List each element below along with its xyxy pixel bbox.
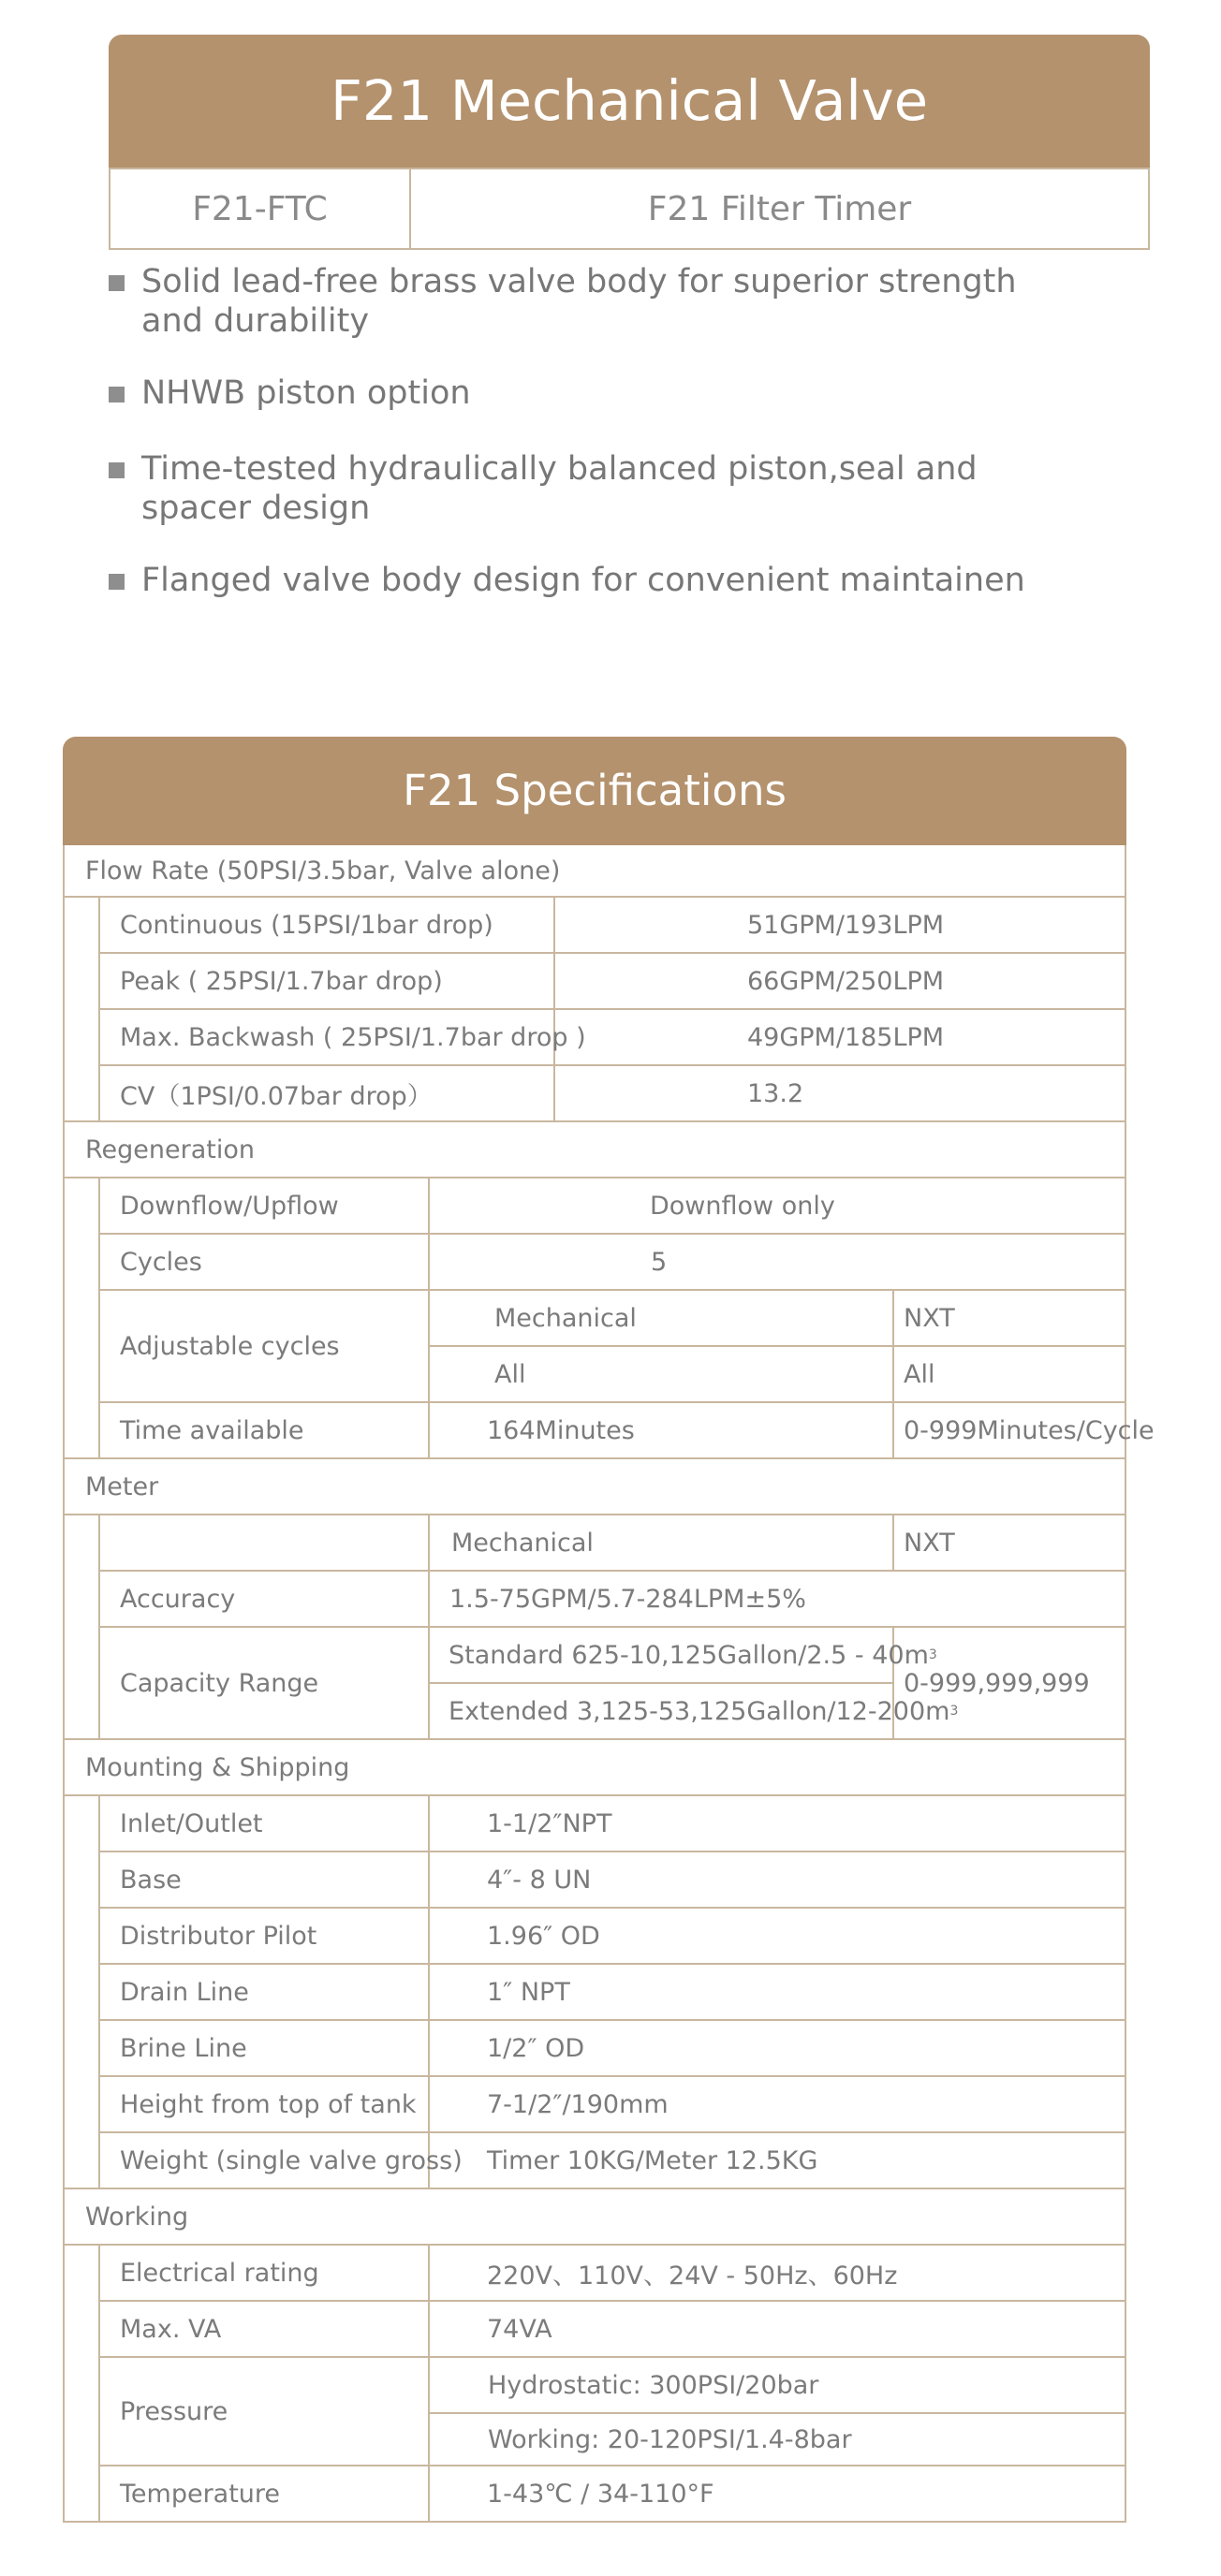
spec-label: Temperature: [120, 2479, 281, 2509]
spec-value: 51GPM/193LPM: [747, 910, 945, 940]
column-header-nxt: NXT: [904, 1303, 955, 1333]
spec-value: Working: 20-120PSI/1.4-8bar: [488, 2424, 852, 2454]
spec-value: 1-1/2″NPT: [487, 1808, 612, 1838]
section-regeneration: Regeneration: [85, 1134, 255, 1164]
spec-label: Electrical rating: [120, 2258, 319, 2288]
spec-value: 7-1/2″/190mm: [487, 2089, 669, 2119]
specs-title-banner: [63, 737, 1126, 845]
section-meter: Meter: [85, 1471, 159, 1501]
bullet-square-icon: [109, 574, 125, 590]
section-mounting: Mounting & Shipping: [85, 1752, 350, 1782]
spec-label: Pressure: [120, 2396, 228, 2426]
spec-label: Time available: [120, 1415, 304, 1445]
spec-value: All: [904, 1359, 935, 1389]
model-code: F21-FTC: [192, 189, 328, 228]
spec-label: Peak ( 25PSI/1.7bar drop): [120, 966, 443, 996]
spec-label: Weight (single valve gross): [120, 2145, 463, 2175]
spec-value: 164Minutes: [487, 1415, 635, 1445]
capacity-extended: Extended 3,125-53,125Gallon/12-200m 3: [449, 1696, 959, 1726]
specs-title: F21 Specifications: [403, 766, 787, 815]
spec-label: Distributor Pilot: [120, 1921, 317, 1951]
spec-label: Cycles: [120, 1247, 202, 1277]
column-header-mechanical: Mechanical: [494, 1303, 637, 1333]
spec-value: 220V、110V、24V - 50Hz、60Hz: [487, 2261, 898, 2291]
spec-label: Drain Line: [120, 1977, 249, 2007]
spec-value: All: [494, 1359, 526, 1389]
spec-label: Accuracy: [120, 1584, 236, 1614]
spec-label: Continuous (15PSI/1bar drop): [120, 910, 493, 940]
product-title: F21 Mechanical Valve: [330, 68, 929, 133]
spec-value: 1-43℃ / 34-110°F: [487, 2479, 714, 2509]
spec-value: 1.96″ OD: [487, 1921, 600, 1951]
section-flow-rate: Flow Rate (50PSI/3.5bar, Valve alone): [85, 856, 561, 886]
spec-value: 0-999Minutes/Cycle: [904, 1415, 1155, 1445]
feature-item: Flanged valve body design for convenient maintainen: [141, 562, 1025, 599]
capacity-standard: Standard 625-10,125Gallon/2.5 - 40m 3: [449, 1640, 937, 1670]
spec-value: 66GPM/250LPM: [747, 966, 945, 996]
column-header-nxt: NXT: [904, 1528, 955, 1558]
spec-label: Height from top of tank: [120, 2089, 417, 2119]
column-header-mechanical: Mechanical: [451, 1528, 594, 1558]
spec-value: Timer 10KG/Meter 12.5KG: [487, 2145, 818, 2175]
spec-label: Brine Line: [120, 2033, 247, 2063]
spec-label: Max. VA: [120, 2314, 222, 2344]
spec-value: 5: [651, 1247, 668, 1277]
bullet-square-icon: [109, 462, 125, 478]
spec-value: Downflow only: [650, 1191, 835, 1221]
spec-label: Max. Backwash ( 25PSI/1.7bar drop ): [120, 1022, 586, 1052]
spec-value: 1″ NPT: [487, 1977, 570, 2007]
spec-value: 4″- 8 UN: [487, 1865, 592, 1895]
spec-label: Inlet/Outlet: [120, 1808, 263, 1838]
feature-item: NHWB piston option: [141, 374, 471, 412]
spec-label: Adjustable cycles: [120, 1331, 340, 1361]
spec-value: 1.5-75GPM/5.7-284LPM±5%: [449, 1584, 806, 1614]
product-title-banner: [109, 35, 1150, 168]
section-working: Working: [85, 2202, 189, 2232]
spec-label: Downflow/Upflow: [120, 1191, 339, 1221]
feature-item: Solid lead-free brass valve body for superior strength and durability: [141, 263, 1017, 340]
spec-label: CV（1PSI/0.07bar drop）: [120, 1081, 433, 1111]
feature-item: Time-tested hydraulically balanced piston,seal and spacer design: [141, 450, 978, 527]
spec-label: Base: [120, 1865, 182, 1895]
spec-value: Hydrostatic: 300PSI/20bar: [488, 2370, 819, 2400]
model-description: F21 Filter Timer: [647, 189, 912, 228]
spec-value: 0-999,999,999: [904, 1668, 1090, 1698]
spec-value: 1/2″ OD: [487, 2033, 585, 2063]
bullet-square-icon: [109, 275, 125, 291]
spec-value: 49GPM/185LPM: [747, 1022, 945, 1052]
spec-label: Capacity Range: [120, 1668, 319, 1698]
spec-value: 13.2: [747, 1078, 804, 1108]
spec-value: 74VA: [487, 2314, 552, 2344]
bullet-square-icon: [109, 387, 125, 402]
